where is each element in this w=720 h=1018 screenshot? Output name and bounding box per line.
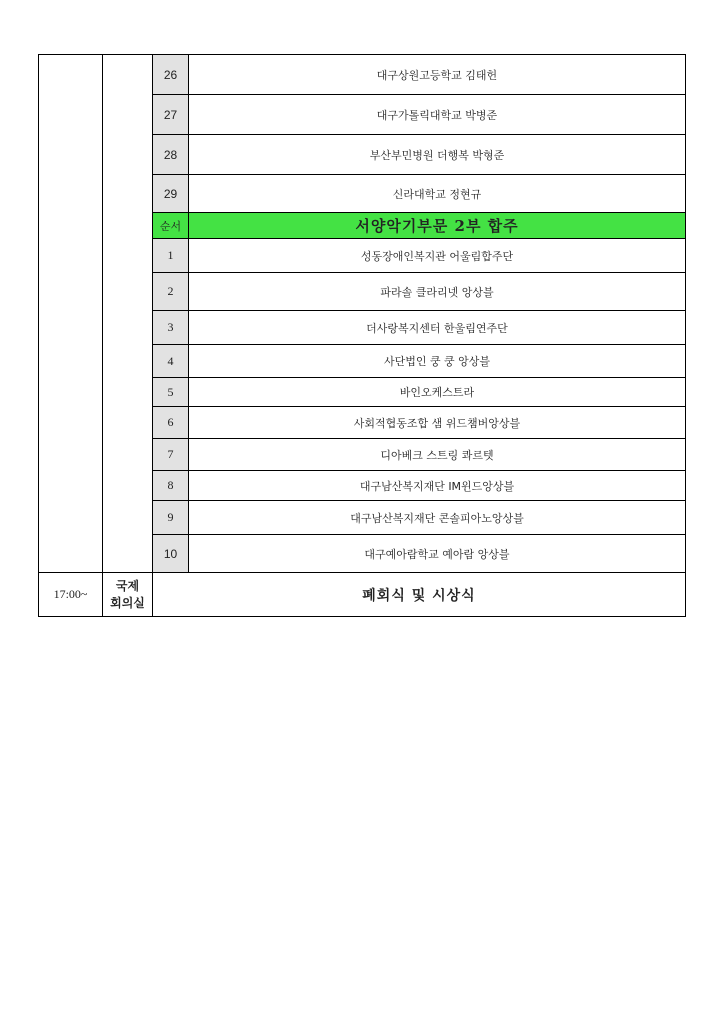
performer-number: 2 xyxy=(153,273,189,311)
performer-number: 7 xyxy=(153,439,189,471)
performer-number: 28 xyxy=(153,135,189,175)
performer-name: 부산부민병원 더행복 박형준 xyxy=(189,135,686,175)
performer-name: 대구상원고등학교 김태헌 xyxy=(189,55,686,95)
performer-number: 26 xyxy=(153,55,189,95)
performer-name: 사회적협동조합 샘 위드챔버앙상블 xyxy=(189,407,686,439)
table-row xyxy=(39,55,686,95)
performer-number: 1 xyxy=(153,239,189,273)
schedule-table xyxy=(38,54,686,617)
performer-name: 파라솔 클라리넷 앙상블 xyxy=(189,273,686,311)
performer-number: 9 xyxy=(153,501,189,535)
performer-name: 신라대학교 정현규 xyxy=(189,175,686,213)
closing-place-line2: 회의실 xyxy=(110,595,145,610)
closing-place xyxy=(103,573,153,617)
performer-name: 바인오케스트라 xyxy=(189,378,686,407)
closing-row xyxy=(39,573,686,617)
closing-place-line1: 국제 xyxy=(115,578,140,593)
place-cell-empty xyxy=(103,55,153,573)
performer-number: 6 xyxy=(153,407,189,439)
section-order-label: 순서 xyxy=(153,213,189,239)
performer-number: 4 xyxy=(153,345,189,378)
performer-number: 3 xyxy=(153,311,189,345)
performer-number: 8 xyxy=(153,471,189,501)
performer-number: 10 xyxy=(153,535,189,573)
performer-name: 대구남산복지재단 IM윈드앙상블 xyxy=(189,471,686,501)
performer-name: 디아베크 스트링 콰르텟 xyxy=(189,439,686,471)
time-cell-empty xyxy=(39,55,103,573)
closing-time: 17:00~ xyxy=(39,573,103,617)
performer-number: 29 xyxy=(153,175,189,213)
section-title: 서양악기부문 2부 합주 xyxy=(189,213,686,239)
performer-name: 대구남산복지재단 콘솔피아노앙상블 xyxy=(189,501,686,535)
performer-name: 성동장애인복지관 어울림합주단 xyxy=(189,239,686,273)
performer-name: 대구예아람학교 예아람 앙상블 xyxy=(189,535,686,573)
performer-number: 5 xyxy=(153,378,189,407)
performer-number: 27 xyxy=(153,95,189,135)
performer-name: 더사랑복지센터 한울림연주단 xyxy=(189,311,686,345)
performer-name: 사단법인 쿵 쿵 앙상블 xyxy=(189,345,686,378)
performer-name: 대구가톨릭대학교 박병준 xyxy=(189,95,686,135)
closing-title: 폐회식 및 시상식 xyxy=(153,573,686,617)
